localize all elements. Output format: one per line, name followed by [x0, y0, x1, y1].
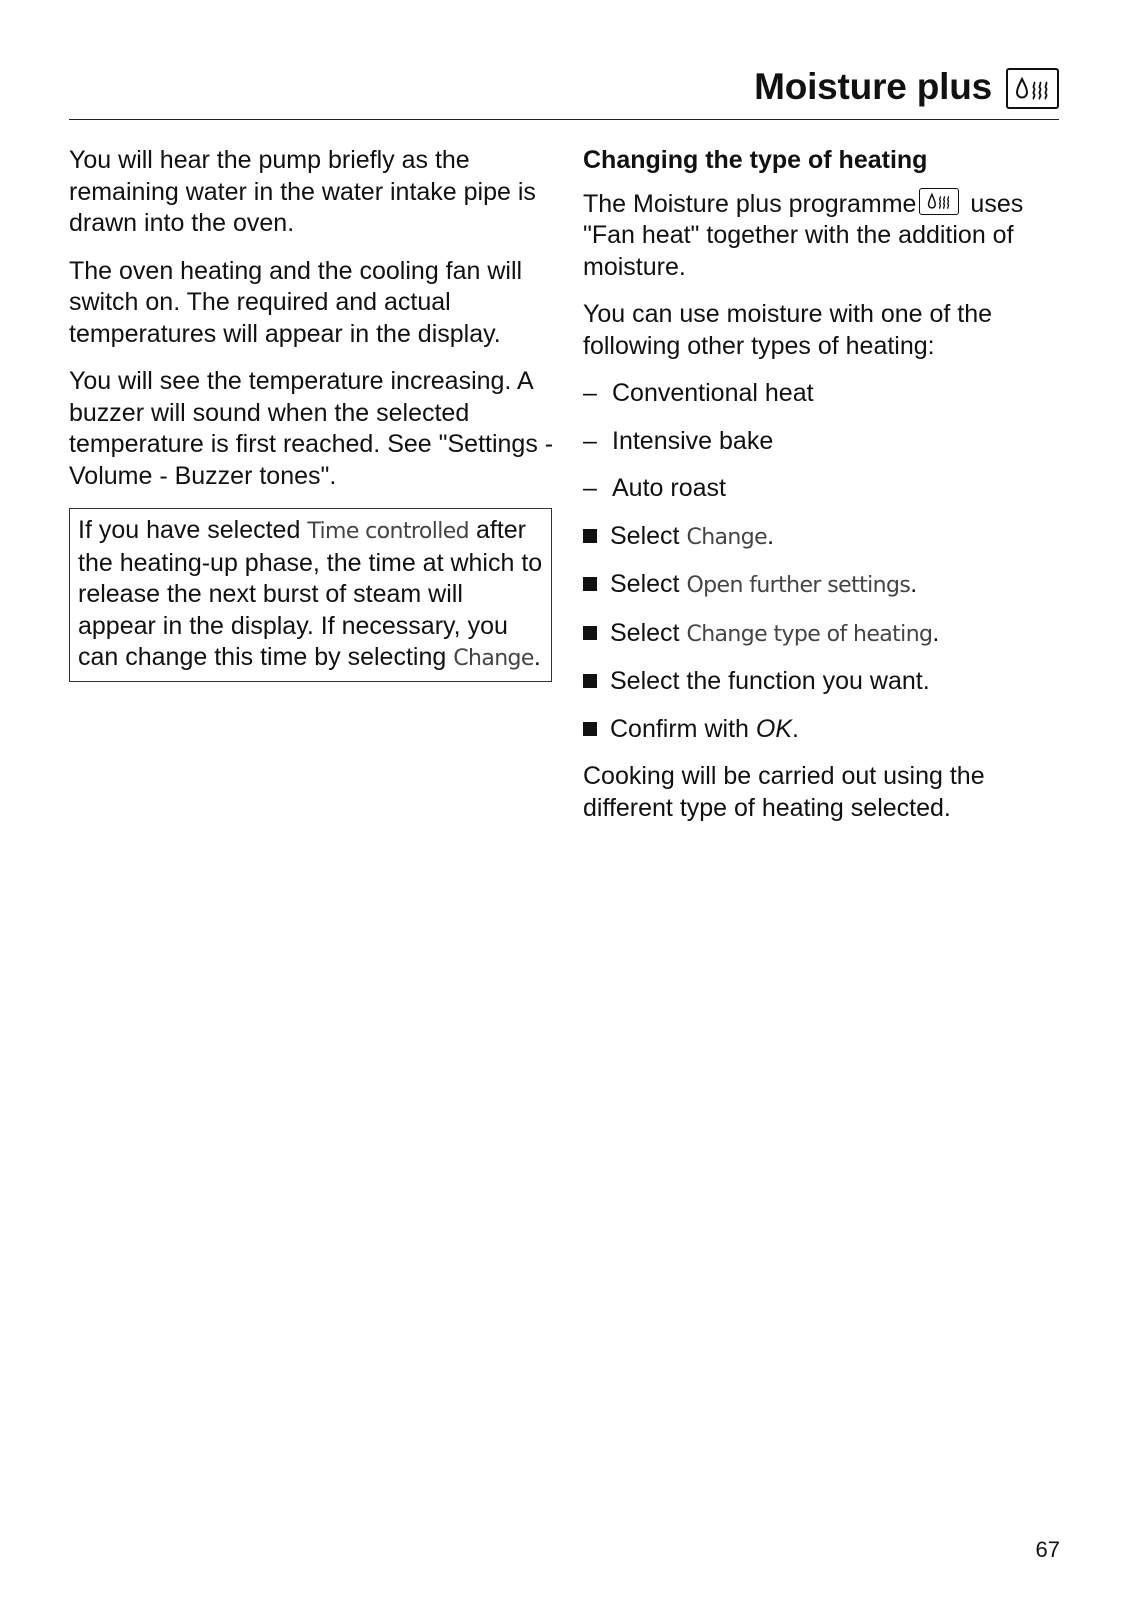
square-bullet-icon — [583, 577, 597, 591]
step-text — [610, 569, 917, 602]
moisture-plus-icon — [1006, 68, 1059, 109]
note-text — [78, 515, 543, 675]
step-prefix: Select — [610, 618, 687, 647]
step-suffix: . — [792, 714, 799, 743]
square-bullet-icon — [583, 674, 597, 688]
display-term-time-controlled: Time controlled — [307, 519, 470, 544]
heating-type-auto-roast: Auto roast — [612, 474, 726, 502]
display-term-change-type-of-heating: Change type of heating — [686, 621, 933, 647]
step-text — [610, 521, 774, 554]
intro-text-end: uses "Fan heat" together with the addition of moisture. — [583, 189, 1024, 281]
display-term-open-further-settings: Open further settings — [686, 573, 911, 598]
step-suffix: . — [910, 570, 918, 598]
intro-paragraph-2: You can use moisture with one of the following other types of heating: — [583, 300, 993, 360]
note-text-end: . — [533, 643, 541, 671]
ok-key-label: OK — [755, 714, 792, 743]
square-bullet-icon — [583, 626, 597, 640]
page-title: Moisture plus — [754, 66, 992, 107]
step-suffix: . — [932, 618, 940, 647]
note-text-start: If you have selected — [78, 516, 308, 544]
step-item — [583, 666, 1063, 698]
step-text — [610, 618, 939, 651]
note-text-middle: after the heating-up phase, the time at which to release the next burst of steam will appear in the display. If necessary, you can change this time by selecting — [78, 516, 543, 671]
section-heading: Changing the type of heating — [583, 146, 928, 174]
dash-marker: – — [583, 474, 597, 502]
dash-marker: – — [583, 379, 597, 407]
step-prefix: Confirm with — [610, 714, 756, 743]
page-header — [69, 60, 1059, 120]
closing-paragraph: Cooking will be carried out using the different type of heating selected. — [583, 762, 985, 822]
moisture-plus-icon — [919, 188, 959, 215]
step-item — [583, 569, 1063, 602]
dash-marker: – — [583, 426, 597, 455]
intro-paragraph — [583, 188, 1063, 284]
step-text: Select the function you want. — [610, 667, 930, 695]
square-bullet-icon — [583, 722, 597, 736]
paragraph-buzzer: You will see the temperature increasing. A buzzer will sound when the selected temperature is first reached. See "Settings - Volume - Buzzer tones". — [69, 367, 554, 490]
left-column — [69, 145, 559, 682]
step-item — [583, 618, 1063, 651]
square-bullet-icon — [583, 529, 597, 543]
step-item — [583, 714, 1063, 746]
step-text — [610, 714, 799, 746]
display-term-change: Change — [686, 524, 768, 550]
heating-type-intensive: Intensive bake — [612, 426, 774, 455]
list-item — [583, 473, 1063, 505]
heating-type-conventional: Conventional heat — [612, 379, 814, 407]
paragraph-pump: You will hear the pump briefly as the remaining water in the water intake pipe is drawn into the oven. — [69, 146, 536, 237]
step-prefix: Select — [610, 570, 687, 598]
intro-text-start: The Moisture plus programme — [583, 189, 917, 218]
paragraph-heating: The oven heating and the cooling fan will switch on. The required and actual temperatures will appear in the display. — [69, 256, 523, 348]
list-item — [583, 426, 1063, 458]
list-item — [583, 378, 1063, 410]
display-term-change: Change — [453, 646, 534, 671]
step-prefix: Select — [610, 521, 687, 550]
right-column — [583, 145, 1063, 840]
page-number: 67 — [1035, 1537, 1060, 1562]
step-item — [583, 521, 1063, 554]
step-suffix: . — [767, 521, 775, 550]
note-box — [69, 508, 552, 682]
